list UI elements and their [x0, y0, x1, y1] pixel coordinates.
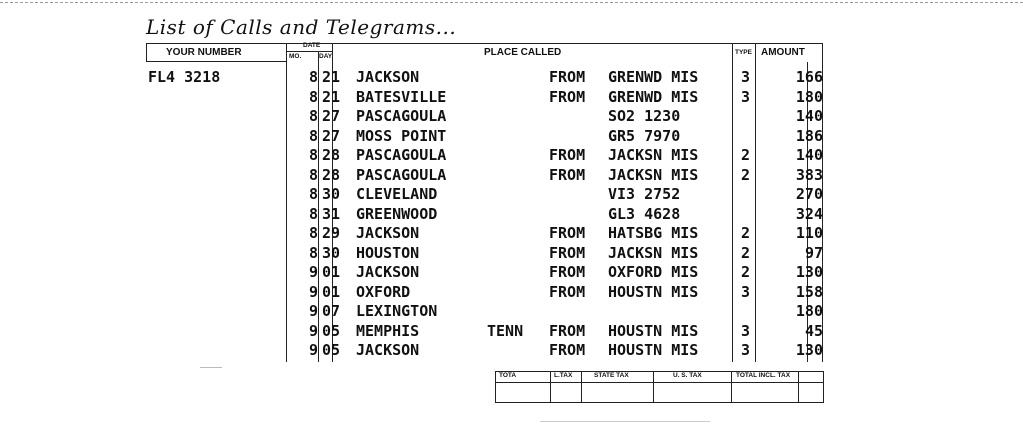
- table-row: [0, 341, 1023, 361]
- top-perforation-line: [0, 2, 1023, 3]
- cell-amount: 180: [795, 302, 823, 320]
- cell-month: 8: [308, 243, 318, 262]
- cell-day: 28: [322, 146, 341, 164]
- cell-place: PASCAGOULA: [356, 165, 447, 184]
- table-row: [0, 205, 1023, 225]
- cell-month: 8: [308, 68, 318, 86]
- cell-destination: VI3 2752: [608, 185, 681, 203]
- cell-month: 9: [308, 263, 318, 281]
- cell-from: FROM: [549, 243, 586, 262]
- cell-amount: 158: [795, 282, 823, 301]
- cell-amount: 270: [795, 185, 823, 203]
- cell-place: HOUSTON: [356, 243, 420, 262]
- cell-month: 8: [308, 165, 318, 184]
- table-row: [0, 107, 1023, 127]
- cell-from: FROM: [549, 68, 586, 86]
- cell-place: GREENWOOD: [356, 204, 438, 223]
- cell-month: 8: [308, 224, 318, 242]
- cell-day: 01: [322, 263, 341, 281]
- your-number-value: FL4 3218: [148, 68, 221, 86]
- cell-amount: 383: [795, 165, 823, 184]
- cell-destination: SO2 1230: [608, 107, 681, 125]
- header-date: DATE: [303, 42, 321, 49]
- cell-month: 8: [308, 87, 318, 106]
- cell-amount: 45: [804, 321, 823, 340]
- cell-destination: GR5 7970: [608, 126, 681, 145]
- header-top-rule: [146, 43, 822, 44]
- table-row: [0, 88, 1023, 108]
- cell-day: 27: [322, 126, 341, 145]
- cell-type: 2: [741, 243, 751, 262]
- cell-place: LEXINGTON: [356, 302, 438, 320]
- cell-type: 3: [741, 321, 751, 340]
- cell-type: 3: [741, 68, 751, 86]
- cell-destination: HOUSTN MIS: [608, 282, 699, 301]
- cell-amount: 140: [795, 146, 823, 164]
- cell-place: PASCAGOULA: [356, 107, 447, 125]
- totals-header-us-tax: U. S. TAX: [673, 372, 702, 379]
- cell-from: FROM: [549, 321, 586, 340]
- cell-month: 9: [308, 341, 318, 359]
- table-row: [0, 244, 1023, 264]
- cell-month: 8: [308, 107, 318, 125]
- cell-day: 27: [322, 107, 341, 125]
- cell-state: TENN: [487, 321, 524, 340]
- header-type: TYPE: [735, 49, 752, 56]
- table-row: [0, 322, 1023, 342]
- cell-destination: HOUSTN MIS: [608, 341, 699, 359]
- cell-destination: HATSBG MIS: [608, 224, 699, 242]
- totals-sep: [731, 372, 732, 402]
- totals-header-rule: [496, 382, 823, 383]
- header-amount: AMOUNT: [761, 47, 805, 58]
- cell-destination: GRENWD MIS: [608, 68, 699, 86]
- cell-amount: 140: [795, 107, 823, 125]
- cell-type: 2: [741, 263, 751, 281]
- cell-month: 8: [308, 126, 318, 145]
- cell-from: FROM: [549, 224, 586, 242]
- cell-place: JACKSON: [356, 224, 420, 242]
- cell-place: CLEVELAND: [356, 185, 438, 203]
- cell-destination: JACKSN MIS: [608, 165, 699, 184]
- cell-day: 31: [322, 204, 341, 223]
- cell-type: 2: [741, 224, 751, 242]
- header-month: MO.: [289, 53, 302, 60]
- cell-destination: GL3 4628: [608, 204, 681, 223]
- cell-day: 21: [322, 68, 341, 86]
- table-row: [0, 224, 1023, 244]
- cell-amount: 180: [795, 87, 823, 106]
- table-row: [0, 185, 1023, 205]
- cell-from: FROM: [549, 87, 586, 106]
- cell-day: 30: [322, 185, 341, 203]
- cell-place: MOSS POINT: [356, 126, 447, 145]
- cell-from: FROM: [549, 146, 586, 164]
- cell-day: 29: [322, 224, 341, 242]
- cell-amount: 97: [804, 243, 823, 262]
- totals-sep: [798, 372, 799, 402]
- cell-amount: 130: [795, 263, 823, 281]
- cell-destination: JACKSN MIS: [608, 146, 699, 164]
- cell-month: 9: [308, 302, 318, 320]
- cell-destination: OXFORD MIS: [608, 263, 699, 281]
- header-day: DAY: [319, 53, 333, 60]
- header-left-edge: [146, 43, 147, 62]
- cell-type: 2: [741, 146, 751, 164]
- cell-place: JACKSON: [356, 263, 420, 281]
- table-row: [0, 263, 1023, 283]
- form-title: List of Calls and Telegrams...: [146, 15, 457, 39]
- table-row: [0, 68, 1023, 88]
- cell-month: 8: [308, 204, 318, 223]
- cell-place: JACKSON: [356, 68, 420, 86]
- totals-header-total-incl-tax: TOTAL INCL. TAX: [736, 372, 791, 379]
- cell-place: BATESVILLE: [356, 87, 447, 106]
- totals-header-state-tax: STATE TAX: [594, 372, 629, 379]
- totals-header-total: TOTA: [499, 372, 517, 379]
- cell-from: FROM: [549, 263, 586, 281]
- cell-day: 30: [322, 243, 341, 262]
- totals-sep: [653, 372, 654, 402]
- cell-amount: 166: [795, 68, 823, 86]
- cell-day: 05: [322, 321, 341, 340]
- cell-amount: 130: [795, 341, 823, 359]
- cell-from: FROM: [549, 165, 586, 184]
- cell-amount: 324: [795, 204, 823, 223]
- cell-amount: 110: [795, 224, 823, 242]
- cell-type: 2: [741, 165, 751, 184]
- cell-type: 3: [741, 341, 751, 359]
- cell-from: FROM: [549, 282, 586, 301]
- cell-month: 8: [308, 146, 318, 164]
- scan-smudge: [540, 421, 710, 422]
- table-row: [0, 302, 1023, 322]
- table-row: [0, 166, 1023, 186]
- table-row: [0, 283, 1023, 303]
- cell-from: FROM: [549, 341, 586, 359]
- cell-day: 28: [322, 165, 341, 184]
- cell-month: 9: [308, 282, 318, 301]
- totals-box: [495, 371, 824, 403]
- date-split-rule: [286, 51, 332, 52]
- cell-day: 01: [322, 282, 341, 301]
- cell-day: 07: [322, 302, 341, 320]
- table-row: [0, 127, 1023, 147]
- header-your-number: YOUR NUMBER: [166, 47, 242, 58]
- totals-header-local-tax: L.TAX: [554, 372, 573, 379]
- cell-destination: GRENWD MIS: [608, 87, 699, 106]
- cell-type: 3: [741, 282, 751, 301]
- cell-place: JACKSON: [356, 341, 420, 359]
- table-row: [0, 146, 1023, 166]
- cell-day: 21: [322, 87, 341, 106]
- totals-sep: [550, 372, 551, 402]
- cell-place: PASCAGOULA: [356, 146, 447, 164]
- cell-day: 05: [322, 341, 341, 359]
- cell-month: 8: [308, 185, 318, 203]
- cell-place: OXFORD: [356, 282, 411, 301]
- scan-smudge: [200, 367, 222, 368]
- cell-type: 3: [741, 87, 751, 106]
- cell-month: 9: [308, 321, 318, 340]
- header-bottom-rule: [146, 61, 286, 62]
- totals-sep: [581, 372, 582, 402]
- cell-place: MEMPHIS: [356, 321, 420, 340]
- header-place-called: PLACE CALLED: [484, 47, 562, 58]
- cell-destination: JACKSN MIS: [608, 243, 699, 262]
- cell-amount: 186: [795, 126, 823, 145]
- cell-destination: HOUSTN MIS: [608, 321, 699, 340]
